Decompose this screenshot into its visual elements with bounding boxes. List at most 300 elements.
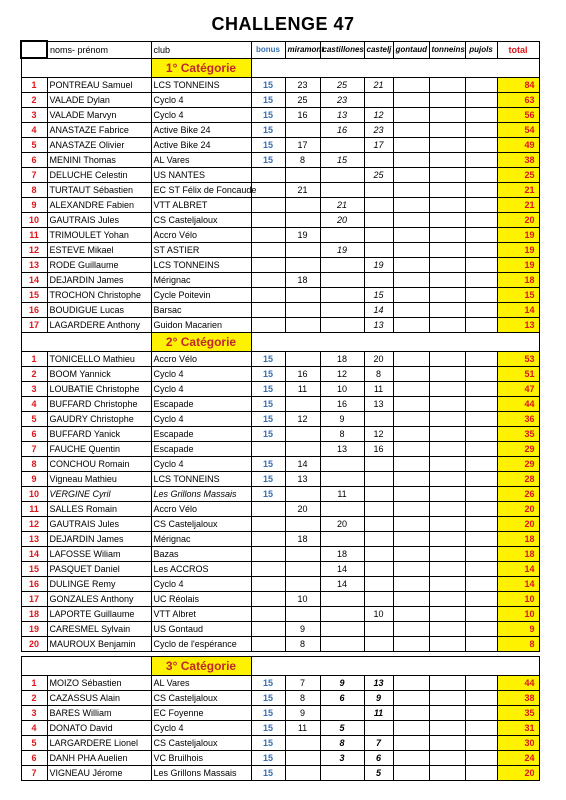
cell-bonus	[251, 621, 285, 636]
cell-gontaud	[393, 456, 429, 471]
cell-miramont	[285, 287, 320, 302]
cell-name: GONZALES Anthony	[47, 591, 151, 606]
cell-gontaud	[393, 591, 429, 606]
cell-pujols	[465, 212, 497, 227]
cell-club: Les ACCROS	[151, 561, 251, 576]
cell-tonneins	[429, 227, 465, 242]
cell-gontaud	[393, 750, 429, 765]
cell-gontaud	[393, 77, 429, 92]
cell-name: TRIMOULET Yohan	[47, 227, 151, 242]
cell-tonneins	[429, 107, 465, 122]
table-row	[21, 77, 539, 92]
cell-rank: 9	[21, 197, 47, 212]
cell-total: 30	[497, 735, 539, 750]
cell-club: VC Bruilhois	[151, 750, 251, 765]
cell-rank: 5	[21, 411, 47, 426]
cell-miramont: 17	[285, 137, 320, 152]
cell-gontaud	[393, 92, 429, 107]
table-row	[21, 621, 539, 636]
cell-castelj: 13	[364, 396, 393, 411]
cell-total: 8	[497, 636, 539, 651]
cell-rank: 16	[21, 576, 47, 591]
cell-bonus: 15	[251, 705, 285, 720]
table-row	[21, 227, 539, 242]
cell-castelj	[364, 242, 393, 257]
category-spacer-right	[251, 656, 539, 675]
cell-pujols	[465, 302, 497, 317]
cell-total: 20	[497, 212, 539, 227]
cell-castelj: 5	[364, 765, 393, 780]
cell-gontaud	[393, 441, 429, 456]
cell-miramont	[285, 516, 320, 531]
cell-bonus: 15	[251, 456, 285, 471]
cell-bonus	[251, 561, 285, 576]
cell-castillones	[320, 182, 364, 197]
cell-bonus: 15	[251, 720, 285, 735]
cell-miramont: 9	[285, 621, 320, 636]
table-row	[21, 516, 539, 531]
cell-rank: 4	[21, 720, 47, 735]
cell-rank: 19	[21, 621, 47, 636]
cell-pujols	[465, 426, 497, 441]
cell-name: Vigneau Mathieu	[47, 471, 151, 486]
category-spacer-right	[251, 58, 539, 77]
table-row	[21, 167, 539, 182]
cell-pujols	[465, 621, 497, 636]
cell-castillones	[320, 456, 364, 471]
cell-name: GAUTRAIS Jules	[47, 516, 151, 531]
cell-tonneins	[429, 576, 465, 591]
cell-club: EC Foyenne	[151, 705, 251, 720]
cell-bonus	[251, 441, 285, 456]
cell-tonneins	[429, 690, 465, 705]
cell-castillones	[320, 272, 364, 287]
cell-total: 9	[497, 621, 539, 636]
table-row	[21, 765, 539, 780]
cell-club: AL Vares	[151, 675, 251, 690]
cell-bonus: 15	[251, 396, 285, 411]
table-row	[21, 152, 539, 167]
cell-name: ESTEVE Mikael	[47, 242, 151, 257]
cell-club: CS Casteljaloux	[151, 690, 251, 705]
cell-gontaud	[393, 366, 429, 381]
cell-club: Cyclo 4	[151, 456, 251, 471]
cell-total: 53	[497, 351, 539, 366]
cell-pujols	[465, 366, 497, 381]
cell-rank: 16	[21, 302, 47, 317]
cell-rank: 7	[21, 441, 47, 456]
cell-bonus	[251, 576, 285, 591]
cell-miramont	[285, 212, 320, 227]
cell-castillones	[320, 591, 364, 606]
cell-name: DELUCHE Celestin	[47, 167, 151, 182]
cell-castillones: 16	[320, 122, 364, 137]
cell-miramont: 21	[285, 182, 320, 197]
cell-pujols	[465, 242, 497, 257]
cell-total: 31	[497, 720, 539, 735]
cell-castillones: 13	[320, 441, 364, 456]
cell-name: CARESMEL Sylvain	[47, 621, 151, 636]
cell-gontaud	[393, 546, 429, 561]
cell-tonneins	[429, 212, 465, 227]
cell-miramont: 8	[285, 636, 320, 651]
cell-miramont: 9	[285, 705, 320, 720]
cell-gontaud	[393, 381, 429, 396]
cell-tonneins	[429, 486, 465, 501]
table-row	[21, 366, 539, 381]
cell-castillones	[320, 227, 364, 242]
cell-castelj: 17	[364, 137, 393, 152]
category-row	[21, 332, 539, 351]
cell-name: CAZASSUS Alain	[47, 690, 151, 705]
table-row	[21, 690, 539, 705]
cell-castelj: 15	[364, 287, 393, 302]
cell-club: Barsac	[151, 302, 251, 317]
header-miramont: miramont	[285, 41, 320, 58]
cell-gontaud	[393, 561, 429, 576]
cell-gontaud	[393, 411, 429, 426]
cell-miramont: 14	[285, 456, 320, 471]
header-tonneins: tonneins	[429, 41, 465, 58]
cell-bonus	[251, 272, 285, 287]
cell-club: Cyclo 4	[151, 381, 251, 396]
cell-pujols	[465, 441, 497, 456]
cell-tonneins	[429, 77, 465, 92]
cell-castillones: 10	[320, 381, 364, 396]
cell-bonus: 15	[251, 471, 285, 486]
cell-castelj	[364, 227, 393, 242]
cell-total: 84	[497, 77, 539, 92]
cell-castillones: 25	[320, 77, 364, 92]
cell-castelj	[364, 546, 393, 561]
cell-tonneins	[429, 257, 465, 272]
cell-total: 29	[497, 456, 539, 471]
cell-gontaud	[393, 182, 429, 197]
cell-castillones	[320, 705, 364, 720]
cell-rank: 2	[21, 690, 47, 705]
cell-bonus: 15	[251, 92, 285, 107]
table-row	[21, 92, 539, 107]
cell-castillones: 9	[320, 675, 364, 690]
cell-miramont: 18	[285, 272, 320, 287]
cell-castelj	[364, 720, 393, 735]
cell-castillones: 8	[320, 426, 364, 441]
cell-castelj: 10	[364, 606, 393, 621]
cell-rank: 5	[21, 137, 47, 152]
cell-pujols	[465, 516, 497, 531]
category-spacer-left	[21, 58, 151, 77]
cell-rank: 6	[21, 426, 47, 441]
cell-total: 20	[497, 501, 539, 516]
cell-gontaud	[393, 107, 429, 122]
cell-rank: 13	[21, 531, 47, 546]
cell-rank: 13	[21, 257, 47, 272]
table-row	[21, 212, 539, 227]
cell-tonneins	[429, 152, 465, 167]
cell-tonneins	[429, 317, 465, 332]
cell-pujols	[465, 591, 497, 606]
cell-club: LCS TONNEINS	[151, 77, 251, 92]
cell-gontaud	[393, 486, 429, 501]
cell-club: Cyclo de l'espérance	[151, 636, 251, 651]
cell-total: 20	[497, 765, 539, 780]
cell-tonneins	[429, 621, 465, 636]
cell-castillones	[320, 471, 364, 486]
cell-castelj	[364, 411, 393, 426]
cell-bonus	[251, 197, 285, 212]
cell-bonus: 15	[251, 690, 285, 705]
category-spacer-left	[21, 332, 151, 351]
cell-bonus	[251, 501, 285, 516]
cell-bonus	[251, 606, 285, 621]
cell-name: LAGARDERE Anthony	[47, 317, 151, 332]
cell-castillones	[320, 137, 364, 152]
cell-miramont	[285, 197, 320, 212]
cell-club: EC ST Félix de Foncaude	[151, 182, 251, 197]
cell-tonneins	[429, 750, 465, 765]
cell-gontaud	[393, 257, 429, 272]
cell-rank: 7	[21, 765, 47, 780]
cell-miramont	[285, 486, 320, 501]
cell-gontaud	[393, 167, 429, 182]
cell-club: Escapade	[151, 441, 251, 456]
cell-miramont	[285, 242, 320, 257]
cell-name: DEJARDIN James	[47, 531, 151, 546]
cell-total: 14	[497, 302, 539, 317]
cell-name: BUFFARD Christophe	[47, 396, 151, 411]
cell-pujols	[465, 720, 497, 735]
table-row	[21, 636, 539, 651]
table-row	[21, 720, 539, 735]
cell-club: UC Réolais	[151, 591, 251, 606]
cell-castillones: 12	[320, 366, 364, 381]
table-row	[21, 576, 539, 591]
cell-castelj	[364, 531, 393, 546]
cell-pujols	[465, 152, 497, 167]
cell-gontaud	[393, 516, 429, 531]
cell-miramont: 19	[285, 227, 320, 242]
cell-total: 56	[497, 107, 539, 122]
cell-pujols	[465, 471, 497, 486]
cell-club: Les Grillons Massais	[151, 765, 251, 780]
table-row	[21, 531, 539, 546]
cell-pujols	[465, 636, 497, 651]
cell-gontaud	[393, 675, 429, 690]
cell-castillones: 19	[320, 242, 364, 257]
cell-castillones	[320, 501, 364, 516]
cell-miramont: 16	[285, 107, 320, 122]
table-row	[21, 396, 539, 411]
cell-name: ANASTAZE Olivier	[47, 137, 151, 152]
cell-total: 29	[497, 441, 539, 456]
cell-castelj	[364, 636, 393, 651]
table-row	[21, 675, 539, 690]
cell-castillones	[320, 257, 364, 272]
cell-gontaud	[393, 137, 429, 152]
cell-total: 10	[497, 591, 539, 606]
cell-castillones: 5	[320, 720, 364, 735]
cell-rank: 17	[21, 591, 47, 606]
table-row	[21, 471, 539, 486]
cell-miramont: 7	[285, 675, 320, 690]
cell-total: 44	[497, 396, 539, 411]
cell-club: Accro Vélo	[151, 501, 251, 516]
cell-miramont: 23	[285, 77, 320, 92]
cell-total: 21	[497, 197, 539, 212]
cell-tonneins	[429, 636, 465, 651]
cell-pujols	[465, 576, 497, 591]
cell-bonus: 15	[251, 122, 285, 137]
cell-name: VIGNEAU Jérome	[47, 765, 151, 780]
header-rank	[21, 41, 47, 58]
table-row	[21, 197, 539, 212]
cell-bonus	[251, 167, 285, 182]
cell-bonus	[251, 591, 285, 606]
cell-club: Cyclo 4	[151, 411, 251, 426]
cell-rank: 20	[21, 636, 47, 651]
cell-rank: 4	[21, 396, 47, 411]
cell-rank: 15	[21, 287, 47, 302]
cell-bonus: 15	[251, 77, 285, 92]
cell-castillones	[320, 302, 364, 317]
cell-castillones: 8	[320, 735, 364, 750]
category-label: 3° Catégorie	[151, 656, 251, 675]
cell-total: 63	[497, 92, 539, 107]
table-row	[21, 182, 539, 197]
cell-pujols	[465, 92, 497, 107]
cell-tonneins	[429, 242, 465, 257]
cell-gontaud	[393, 636, 429, 651]
cell-gontaud	[393, 501, 429, 516]
cell-rank: 2	[21, 366, 47, 381]
cell-castelj: 13	[364, 317, 393, 332]
cell-total: 14	[497, 576, 539, 591]
cell-name: ALEXANDRE Fabien	[47, 197, 151, 212]
cell-castelj	[364, 471, 393, 486]
cell-name: GAUDRY Christophe	[47, 411, 151, 426]
table-row	[21, 486, 539, 501]
cell-total: 18	[497, 272, 539, 287]
cell-castillones	[320, 621, 364, 636]
cell-bonus	[251, 546, 285, 561]
cell-castelj	[364, 197, 393, 212]
cell-gontaud	[393, 471, 429, 486]
cell-tonneins	[429, 122, 465, 137]
cell-gontaud	[393, 735, 429, 750]
cell-total: 38	[497, 152, 539, 167]
category-label: 1° Catégorie	[151, 58, 251, 77]
cell-name: VERGINE Cyril	[47, 486, 151, 501]
cell-castillones: 11	[320, 486, 364, 501]
cell-tonneins	[429, 531, 465, 546]
cell-castelj: 16	[364, 441, 393, 456]
cell-castelj: 8	[364, 366, 393, 381]
cell-castelj	[364, 152, 393, 167]
cell-total: 25	[497, 167, 539, 182]
cell-club: US Gontaud	[151, 621, 251, 636]
cell-name: TONICELLO Mathieu	[47, 351, 151, 366]
cell-tonneins	[429, 516, 465, 531]
cell-bonus	[251, 516, 285, 531]
cell-castillones: 3	[320, 750, 364, 765]
cell-rank: 18	[21, 606, 47, 621]
cell-castelj: 23	[364, 122, 393, 137]
cell-pujols	[465, 705, 497, 720]
cell-castelj: 11	[364, 381, 393, 396]
cell-name: TROCHON Christophe	[47, 287, 151, 302]
cell-castelj	[364, 272, 393, 287]
cell-bonus	[251, 317, 285, 332]
cell-pujols	[465, 137, 497, 152]
cell-rank: 3	[21, 705, 47, 720]
table-row	[21, 351, 539, 366]
cell-castelj: 6	[364, 750, 393, 765]
cell-miramont: 18	[285, 531, 320, 546]
cell-pujols	[465, 257, 497, 272]
cell-rank: 1	[21, 77, 47, 92]
cell-total: 54	[497, 122, 539, 137]
cell-rank: 3	[21, 381, 47, 396]
cell-pujols	[465, 765, 497, 780]
cell-castelj	[364, 501, 393, 516]
category-spacer-left	[21, 656, 151, 675]
cell-bonus: 15	[251, 381, 285, 396]
table-row	[21, 107, 539, 122]
cell-tonneins	[429, 411, 465, 426]
cell-pujols	[465, 351, 497, 366]
cell-total: 49	[497, 137, 539, 152]
table-row	[21, 750, 539, 765]
cell-gontaud	[393, 621, 429, 636]
table-row	[21, 606, 539, 621]
cell-castelj: 25	[364, 167, 393, 182]
cell-name: PONTREAU Samuel	[47, 77, 151, 92]
cell-pujols	[465, 122, 497, 137]
cell-pujols	[465, 456, 497, 471]
cell-bonus	[251, 242, 285, 257]
cell-total: 36	[497, 411, 539, 426]
cell-castillones	[320, 765, 364, 780]
cell-bonus: 15	[251, 675, 285, 690]
cell-club: ST ASTIER	[151, 242, 251, 257]
cell-castillones: 20	[320, 212, 364, 227]
cell-rank: 14	[21, 546, 47, 561]
cell-club: CS Casteljaloux	[151, 212, 251, 227]
header-row	[21, 41, 539, 58]
cell-bonus	[251, 212, 285, 227]
results-table	[20, 40, 540, 781]
cell-total: 26	[497, 486, 539, 501]
cell-castelj	[364, 591, 393, 606]
table-row	[21, 456, 539, 471]
cell-tonneins	[429, 561, 465, 576]
cell-club: LCS TONNEINS	[151, 257, 251, 272]
cell-rank: 11	[21, 501, 47, 516]
cell-pujols	[465, 606, 497, 621]
cell-club: Cyclo 4	[151, 720, 251, 735]
category-spacer-right	[251, 332, 539, 351]
cell-bonus: 15	[251, 366, 285, 381]
cell-club: Active Bike 24	[151, 122, 251, 137]
cell-name: DULINGE Remy	[47, 576, 151, 591]
cell-rank: 6	[21, 152, 47, 167]
cell-name: MOIZO Sébastien	[47, 675, 151, 690]
cell-miramont: 10	[285, 591, 320, 606]
header-castillones: castillones	[320, 41, 364, 58]
cell-total: 24	[497, 750, 539, 765]
cell-name: DONATO David	[47, 720, 151, 735]
table-row	[21, 302, 539, 317]
